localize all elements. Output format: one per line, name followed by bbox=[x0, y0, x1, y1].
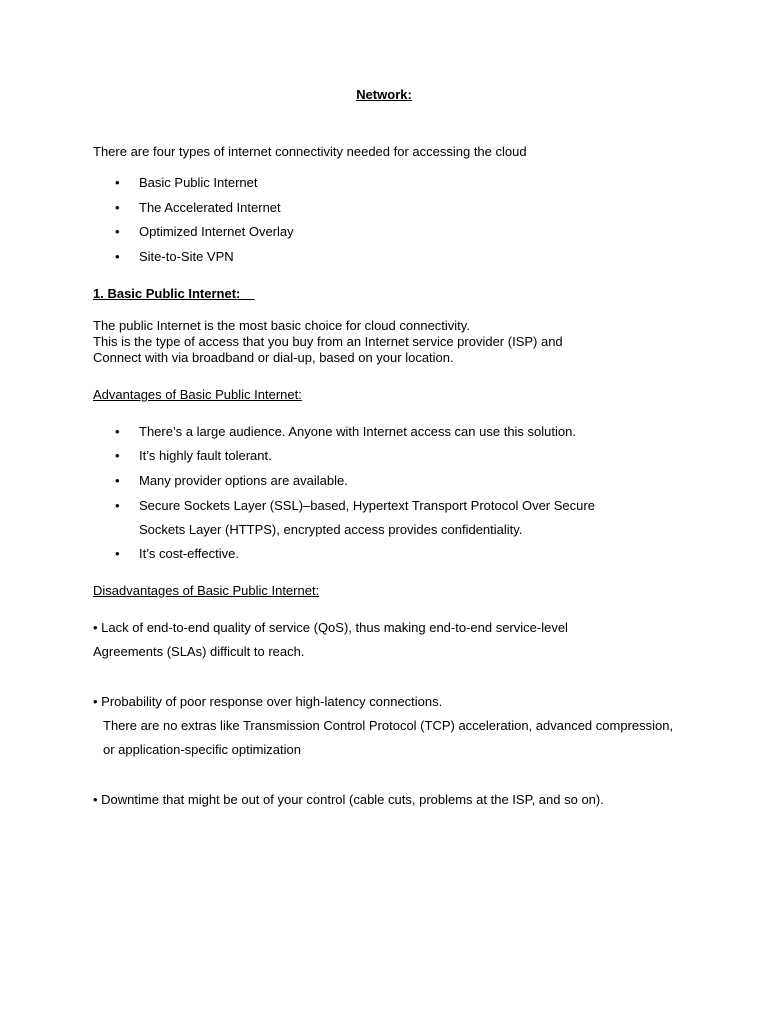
bullet-icon: • bbox=[115, 448, 120, 463]
intro-paragraph: There are four types of internet connectivity needed for accessing the cloud bbox=[93, 144, 527, 159]
list-item-text: Basic Public Internet bbox=[139, 175, 258, 190]
disadvantage-line: • Probability of poor response over high-latency connections. bbox=[93, 694, 443, 709]
section-heading bbox=[93, 286, 255, 302]
section-heading-trailer bbox=[240, 286, 254, 301]
disadvantage-line: Agreements (SLAs) difficult to reach. bbox=[93, 644, 305, 659]
body-line: Connect with via broadband or dial-up, based on your location. bbox=[93, 350, 454, 365]
list-item-text: Site-to-Site VPN bbox=[139, 249, 234, 264]
list-item-text: Optimized Internet Overlay bbox=[139, 224, 294, 239]
list-item-text: There’s a large audience. Anyone with Internet access can use this solution. bbox=[139, 424, 576, 439]
bullet-icon: • bbox=[115, 498, 120, 513]
list-item-text: Many provider options are available. bbox=[139, 473, 348, 488]
disadvantages-heading: Disadvantages of Basic Public Internet: bbox=[93, 583, 320, 598]
list-item-text: Secure Sockets Layer (SSL)–based, Hypertext Transport Protocol Over Secure bbox=[139, 498, 595, 513]
disadvantage-line: • Downtime that might be out of your control (cable cuts, problems at the ISP, and so on). bbox=[93, 792, 604, 807]
page-title: Network: bbox=[356, 87, 412, 102]
bullet-icon: • bbox=[115, 473, 120, 488]
list-item-text: The Accelerated Internet bbox=[139, 200, 281, 215]
list-item-text: It’s highly fault tolerant. bbox=[139, 448, 272, 463]
section-heading-text: 1. Basic Public Internet: bbox=[93, 286, 241, 301]
body-line: The public Internet is the most basic choice for cloud connectivity. bbox=[93, 318, 470, 333]
list-item-text: Sockets Layer (HTTPS), encrypted access provides confidentiality. bbox=[139, 522, 523, 537]
disadvantage-line: • Lack of end-to-end quality of service (QoS), thus making end-to-end service-level bbox=[93, 620, 568, 635]
bullet-icon: • bbox=[115, 249, 120, 264]
list-item-text: It’s cost-effective. bbox=[139, 546, 239, 561]
bullet-icon: • bbox=[115, 224, 120, 239]
disadvantage-line: or application-specific optimization bbox=[103, 742, 301, 757]
bullet-icon: • bbox=[115, 175, 120, 190]
bullet-icon: • bbox=[115, 424, 120, 439]
bullet-icon: • bbox=[115, 546, 120, 561]
disadvantage-line: There are no extras like Transmission Control Protocol (TCP) acceleration, advanced compression, bbox=[103, 718, 674, 733]
body-line: This is the type of access that you buy from an Internet service provider (ISP) and bbox=[93, 334, 563, 349]
bullet-icon: • bbox=[115, 200, 120, 215]
advantages-heading: Advantages of Basic Public Internet: bbox=[93, 387, 302, 402]
